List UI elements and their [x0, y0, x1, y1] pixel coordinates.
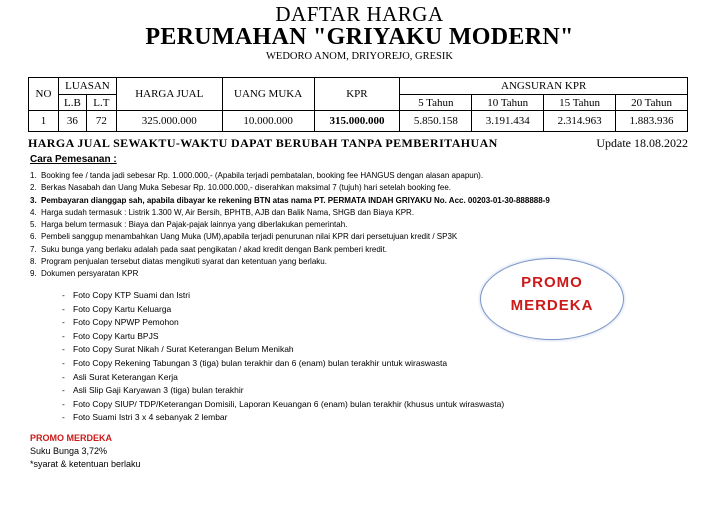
- step-number: 4.: [30, 207, 37, 217]
- header-luasan: LUASAN: [58, 78, 116, 95]
- step-text: Dokumen persyaratan KPR: [41, 269, 139, 279]
- promo-badge-line2: MERDEKA: [510, 297, 594, 314]
- header-5-tahun: 5 Tahun: [400, 95, 472, 111]
- steps-list: [30, 170, 550, 281]
- document-item: [62, 411, 504, 425]
- bullet-icon: -: [62, 412, 65, 423]
- cell-uang-muka: 10.000.000: [222, 111, 314, 132]
- cell-harga-jual: 325.000.000: [116, 111, 222, 132]
- step-text: Harga belum termasuk : Biaya dan Pajak-pajak lainnya yang diberlakukan pemerintah.: [41, 220, 348, 230]
- header-no: NO: [29, 78, 59, 111]
- step-item: [30, 244, 550, 256]
- step-number: 7.: [30, 244, 37, 254]
- document-item: [62, 316, 504, 330]
- document-item: [62, 398, 504, 412]
- steps-title: Cara Pemesanan :: [30, 154, 117, 165]
- promo-badge: [480, 258, 624, 340]
- header-kpr: KPR: [314, 78, 400, 111]
- step-number: 3.: [30, 195, 37, 205]
- bullet-icon: -: [62, 357, 65, 368]
- notice-text: HARGA JUAL SEWAKTU-WAKTU DAPAT BERUBAH TANPA PEMBERITAHUAN: [28, 136, 498, 150]
- step-number: 2.: [30, 183, 37, 193]
- bullet-icon: -: [62, 344, 65, 355]
- step-item: [30, 207, 550, 219]
- header-15-tahun: 15 Tahun: [544, 95, 616, 111]
- document-item: [62, 357, 504, 371]
- bullet-icon: -: [62, 303, 65, 314]
- promo-title: PROMO MERDEKA: [30, 433, 113, 443]
- price-notice: [28, 136, 688, 151]
- step-text: Pembeli sanggup menambahkan Uang Muka (UM),apabila terjadi penurunan nilai KPR dari persetujuan kredit / SP3K: [41, 232, 458, 242]
- step-item: [30, 182, 550, 194]
- step-item: [30, 256, 550, 268]
- bullet-icon: -: [62, 317, 65, 328]
- step-item: [30, 231, 550, 243]
- cell-15-tahun: 2.314.963: [544, 111, 616, 132]
- step-text: Program penjualan tersebut diatas mengikuti syarat dan ketentuan yang berlaku.: [41, 257, 327, 267]
- header-angsuran: ANGSURAN KPR: [400, 78, 688, 95]
- cell-10-tahun: 3.191.434: [472, 111, 544, 132]
- header-20-tahun: 20 Tahun: [616, 95, 688, 111]
- price-table: [28, 77, 688, 132]
- document-text: Foto Copy KTP Suami dan Istri: [73, 290, 191, 300]
- address: WEDORO ANOM, DRIYOREJO, GRESIK: [266, 51, 453, 62]
- document-item: [62, 384, 504, 398]
- document-text: Foto Copy Rekening Tabungan 3 (tiga) bulan terakhir dan 6 (enam) bulan terakhir untuk wiraswasta: [73, 357, 448, 368]
- promo-terms: *syarat & ketentuan berlaku: [30, 459, 141, 469]
- document-text: Foto Copy Kartu Keluarga: [73, 303, 172, 314]
- header-10-tahun: 10 Tahun: [472, 95, 544, 111]
- step-text: Pembayaran dianggap sah, apabila dibayar ke rekening BTN atas nama PT. PERMATA INDAH GRIYAKU No. Acc. 00203-01-30-888888-9: [41, 195, 550, 205]
- cell-lt: 72: [86, 111, 116, 132]
- cell-20-tahun: 1.883.936: [616, 111, 688, 132]
- document-item: [62, 343, 504, 357]
- title: DAFTAR HARGA: [275, 2, 444, 26]
- step-number: 6.: [30, 232, 37, 242]
- header-lb: L.B: [58, 95, 86, 111]
- step-number: 1.: [30, 171, 37, 180]
- document-item: [62, 330, 504, 344]
- document-text: Asli Surat Keterangan Kerja: [73, 371, 178, 382]
- document-text: Foto Copy Surat Nikah / Surat Keterangan Belum Menikah: [73, 344, 294, 355]
- step-text: Booking fee / tanda jadi sebesar Rp. 1.000.000,- (Apabila terjadi pembatalan, booking fee HANGUS dengan alasan apapun).: [41, 171, 484, 180]
- cell-lb: 36: [58, 111, 86, 132]
- document-text: Foto Copy Kartu BPJS: [73, 330, 159, 341]
- promo-rate: Suku Bunga 3,72%: [30, 446, 108, 456]
- document-text: Asli Slip Gaji Karyawan 3 (tiga) bulan terakhir: [73, 385, 244, 396]
- document-item: [62, 303, 504, 317]
- documents-list: [62, 289, 504, 425]
- update-date: Update 18.08.2022: [596, 136, 688, 150]
- document-text: Foto Suami Istri 3 x 4 sebanyak 2 lembar: [73, 412, 228, 423]
- document-item: [62, 289, 504, 303]
- step-item: [30, 219, 550, 231]
- bullet-icon: -: [62, 290, 65, 300]
- bullet-icon: -: [62, 371, 65, 382]
- cell-no: 1: [29, 111, 59, 132]
- header-lt: L.T: [86, 95, 116, 111]
- promo-badge-line1: PROMO: [521, 274, 583, 291]
- bullet-icon: -: [62, 398, 65, 409]
- cell-kpr: 315.000.000: [314, 111, 400, 132]
- header-harga-jual: HARGA JUAL: [116, 78, 222, 111]
- step-number: 8.: [30, 257, 37, 267]
- step-text: Harga sudah termasuk : Listrik 1.300 W, Air Bersih, BPHTB, AJB dan Balik Nama, SHGB dan Biaya KPR.: [41, 207, 415, 217]
- step-text: Suku bunga yang berlaku adalah pada saat pengikatan / akad kredit dengan Bank pemberi kredit.: [41, 244, 388, 254]
- step-number: 5.: [30, 220, 37, 230]
- step-number: 9.: [30, 269, 37, 279]
- step-item: [30, 170, 550, 182]
- step-item: [30, 195, 550, 207]
- bullet-icon: -: [62, 385, 65, 396]
- step-item: [30, 268, 550, 280]
- bullet-icon: -: [62, 330, 65, 341]
- subtitle: PERUMAHAN "GRIYAKU MODERN": [145, 24, 574, 50]
- header-uang-muka: UANG MUKA: [222, 78, 314, 111]
- document-item: [62, 371, 504, 385]
- cell-5-tahun: 5.850.158: [400, 111, 472, 132]
- step-text: Berkas Nasabah dan Uang Muka Sebesar Rp. 10.000.000,- diserahkan maksimal 7 (tujuh) hari setelah booking fee.: [41, 183, 452, 193]
- document-text: Foto Copy NPWP Pemohon: [73, 317, 179, 328]
- document-text: Foto Copy SIUP/ TDP/Keterangan Domisili, Laporan Keuangan 6 (enam) bulan terakhir (khusus untuk wiraswasta): [73, 398, 505, 409]
